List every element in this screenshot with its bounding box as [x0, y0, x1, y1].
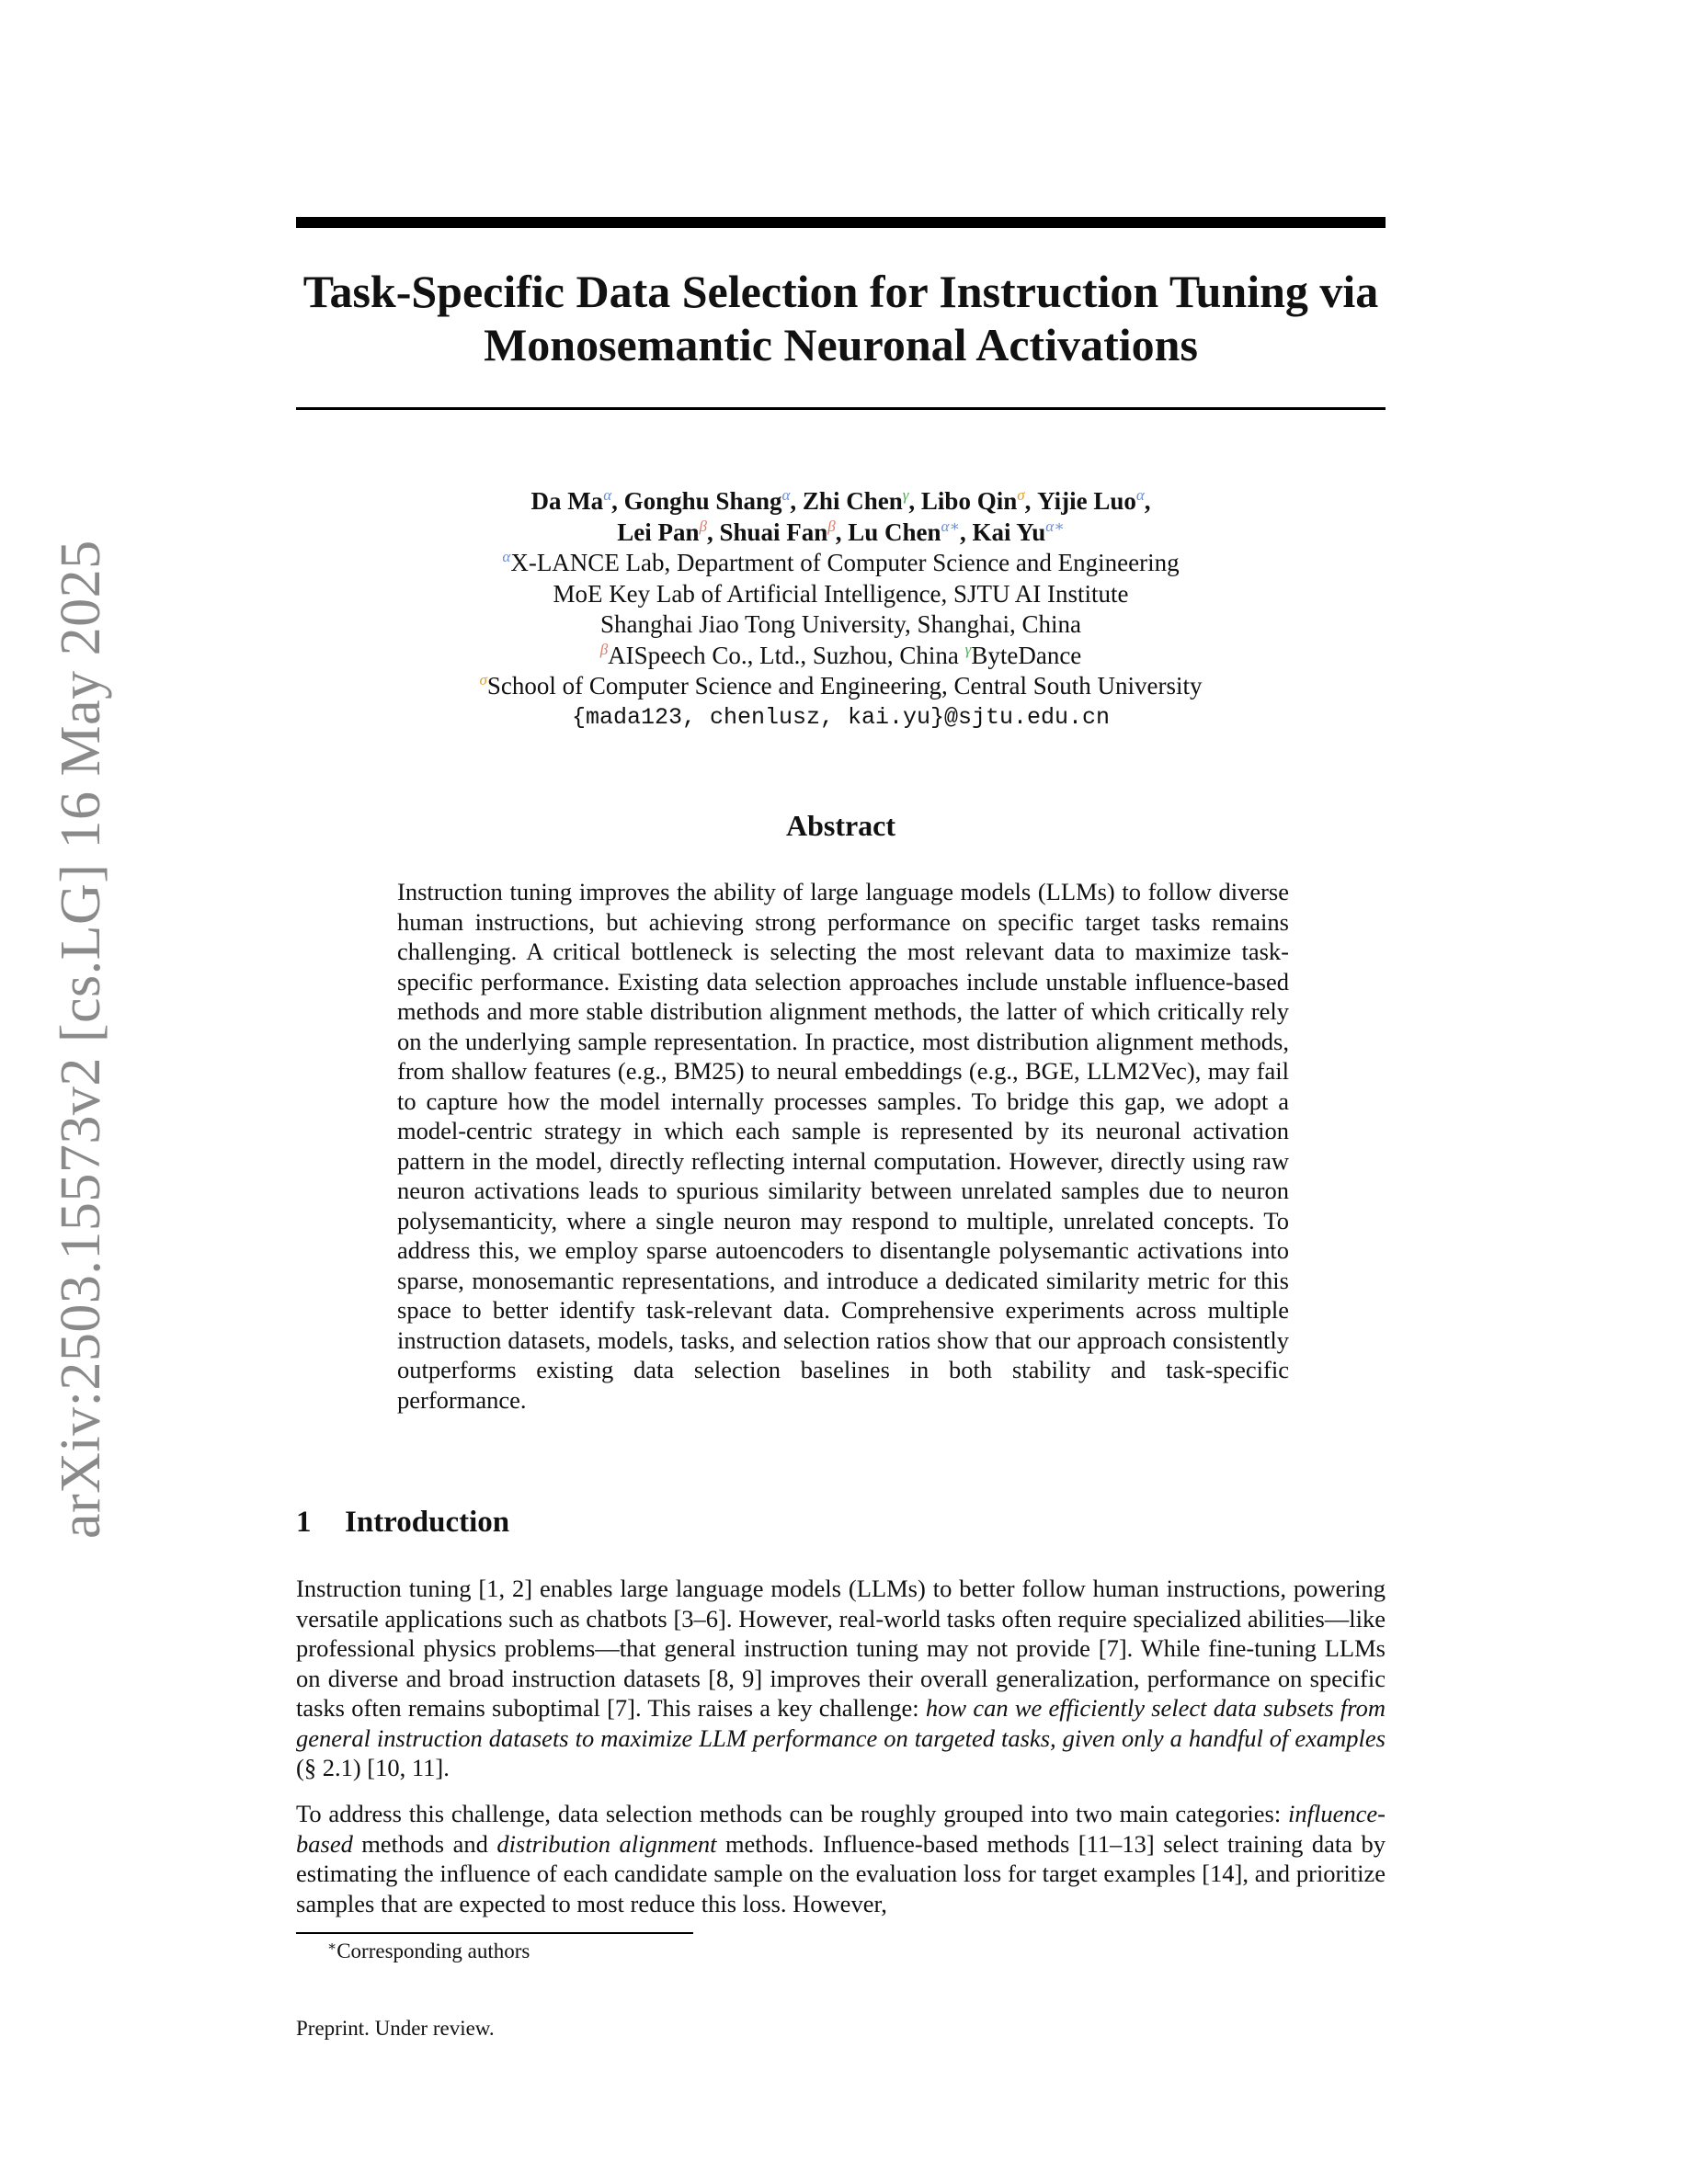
affiliation-mark: γ: [964, 640, 972, 658]
author-name: Shuai Fan$^\beta$: [719, 518, 836, 546]
author-name: Lu Chen$^{\alpha∗}$: [848, 518, 960, 546]
affiliation-1: $^\alpha$X-LANCE Lab, Department of Computer Science and Engineering: [502, 548, 1180, 576]
affiliation-mark: α∗: [1045, 518, 1065, 535]
paper-title: [296, 265, 1386, 371]
affiliation-mark: α: [603, 486, 612, 504]
affiliation-3: Shanghai Jiao Tong University, Shanghai, China: [599, 610, 1082, 638]
affiliation-mark: α∗: [941, 518, 960, 535]
title-bottom-rule: [296, 407, 1386, 410]
footnote-mark: ∗: [327, 1939, 337, 1954]
section-heading: [296, 1504, 1032, 1541]
title-line-2: Monosemantic Neuronal Activations: [484, 319, 1198, 370]
author-name: Kai $Yu^{\alpha∗}$: [972, 518, 1065, 546]
footnote-rule: [296, 1932, 693, 1934]
affiliation-mark: σ: [479, 671, 487, 688]
title-top-rule: [296, 217, 1386, 228]
author-name: Gonghu Shang$^\alpha$: [623, 486, 791, 515]
author-emails: {mada123, chenlusz, kai.yu}@sjtu.edu.cn: [571, 703, 1111, 731]
author-block: [296, 485, 1386, 734]
affiliation-2: MoE Key Lab of Artificial Intelligence, SJTU AI Institute: [553, 579, 1129, 608]
arxiv-identifier: arXiv:2503.15573v2 [cs.LG] 16 May 2025: [50, 540, 112, 1539]
abstract-text: Instruction tuning improves the ability of large language models (LLMs) to follow diverse human instructions, but achieving strong performance on specific target tasks remains challenging. A critical bottleneck is selecting the most relevant data to maximize task-specific performance. Existing data selection approaches include unstable influence-based methods and more stable distribution alignment methods, the latter of which critically rely on the underlying sample representation. In practice, most distribution alignment methods, from shallow features (e.g., BM25) to neural embeddings (e.g., BGE, LLM2Vec), may fail to capture how the model internally processes samples. To bridge this gap, we adopt a model-centric strategy in which each sample is represented by its neuronal activation pattern in the model, directly reflecting internal computation. However, directly using raw neuron activations leads to spurious similarity between unrelated samples due to neuron polysemanticity, where a single neuron may respond to multiple, unrelated concepts. To address this, we employ sparse autoencoders to disentangle polysemantic activations into sparse, monosemantic representations, and introduce a dedicated similarity metric for this space to better identify task-relevant data. Comprehensive experiments across multiple instruction datasets, models, tasks, and selection ratios show that our approach consistently outperforms existing data selection baselines in both stability and task-specific performance.: [397, 878, 1289, 1414]
affiliation-mark: β: [827, 518, 836, 535]
author-name: Zhi Chen$^\gamma$: [802, 486, 909, 515]
footnote: ∗Corresponding authors: [327, 1939, 530, 1962]
section-title: Introduction: [345, 1506, 510, 1539]
affiliation-mark: α: [502, 548, 511, 565]
affiliation-mark: γ: [902, 486, 909, 504]
affiliation-mark: α: [781, 486, 791, 504]
affiliation-4: $^\beta$AISpeech Co., Ltd., Suzhou, China $^\gamma$ByteDance: [599, 640, 1082, 669]
author-line-2: Lei Pan$^\beta$, Shuai Fan$^\beta$, Lu Chen$^{\alpha∗}$, Kai $Yu^{\alpha∗}$: [617, 518, 1065, 546]
author-name: Libo Qin$^\sigma$: [920, 486, 1025, 515]
research-question: how can we efficiently select data subsets from general instruction datasets to maximize LLM performance on targeted tasks, given only a handful of examples: [296, 1694, 1386, 1752]
affiliation-5: $^\sigma$School of Computer Science and Engineering, Central South University: [479, 671, 1203, 700]
intro-paragraph-2: To address this challenge, data selection methods can be roughly grouped into two main categories: influence-based methods and distribution alignment methods. Influence-based methods [11–13] select training data by estimating the influence of each candidate sample on the evaluation loss for target examples [14], and prioritize samples that are expected to most reduce this loss. However,: [296, 1800, 1386, 1917]
title-line-1: Task-Specific Data Selection for Instruction Tuning via: [302, 266, 1379, 317]
affiliation-mark: β: [699, 518, 707, 535]
section-number: 1: [296, 1506, 312, 1539]
affiliation-mark: β: [599, 640, 609, 658]
affiliation-mark: σ: [1017, 486, 1025, 504]
affiliation-mark: α: [1135, 486, 1145, 504]
author-line-1: Da $Ma^\alpha$, Gonghu Shang$^\alpha$, Zhi Chen$^\gamma$, Libo Qin$^\sigma$, Yijie Luo$^\alpha$,: [530, 486, 1151, 515]
preprint-note: Preprint. Under review.: [296, 2017, 495, 2040]
author-name: Yijie Luo$^\alpha$: [1037, 486, 1145, 515]
author-name: Lei Pan$^\beta$: [617, 518, 707, 546]
author-name: Da $Ma^\alpha$: [530, 486, 612, 515]
intro-paragraph-1: Instruction tuning [1, 2] enables large language models (LLMs) to better follow human instructions, powering versatile applications such as chatbots [3–6]. However, real-world tasks often require specialized abilities—like professional physics problems—that general instruction tuning may not provide [7]. While fine-tuning LLMs on diverse and broad instruction datasets [8, 9] improves their overall generalization, performance on specific tasks often remains suboptimal [7]. This raises a key challenge: how can we efficiently select data subsets from general instruction datasets to maximize LLM performance on targeted tasks, given only a handful of examples (§ 2.1) [10, 11].: [296, 1575, 1386, 1781]
abstract-heading: Abstract: [785, 809, 896, 842]
